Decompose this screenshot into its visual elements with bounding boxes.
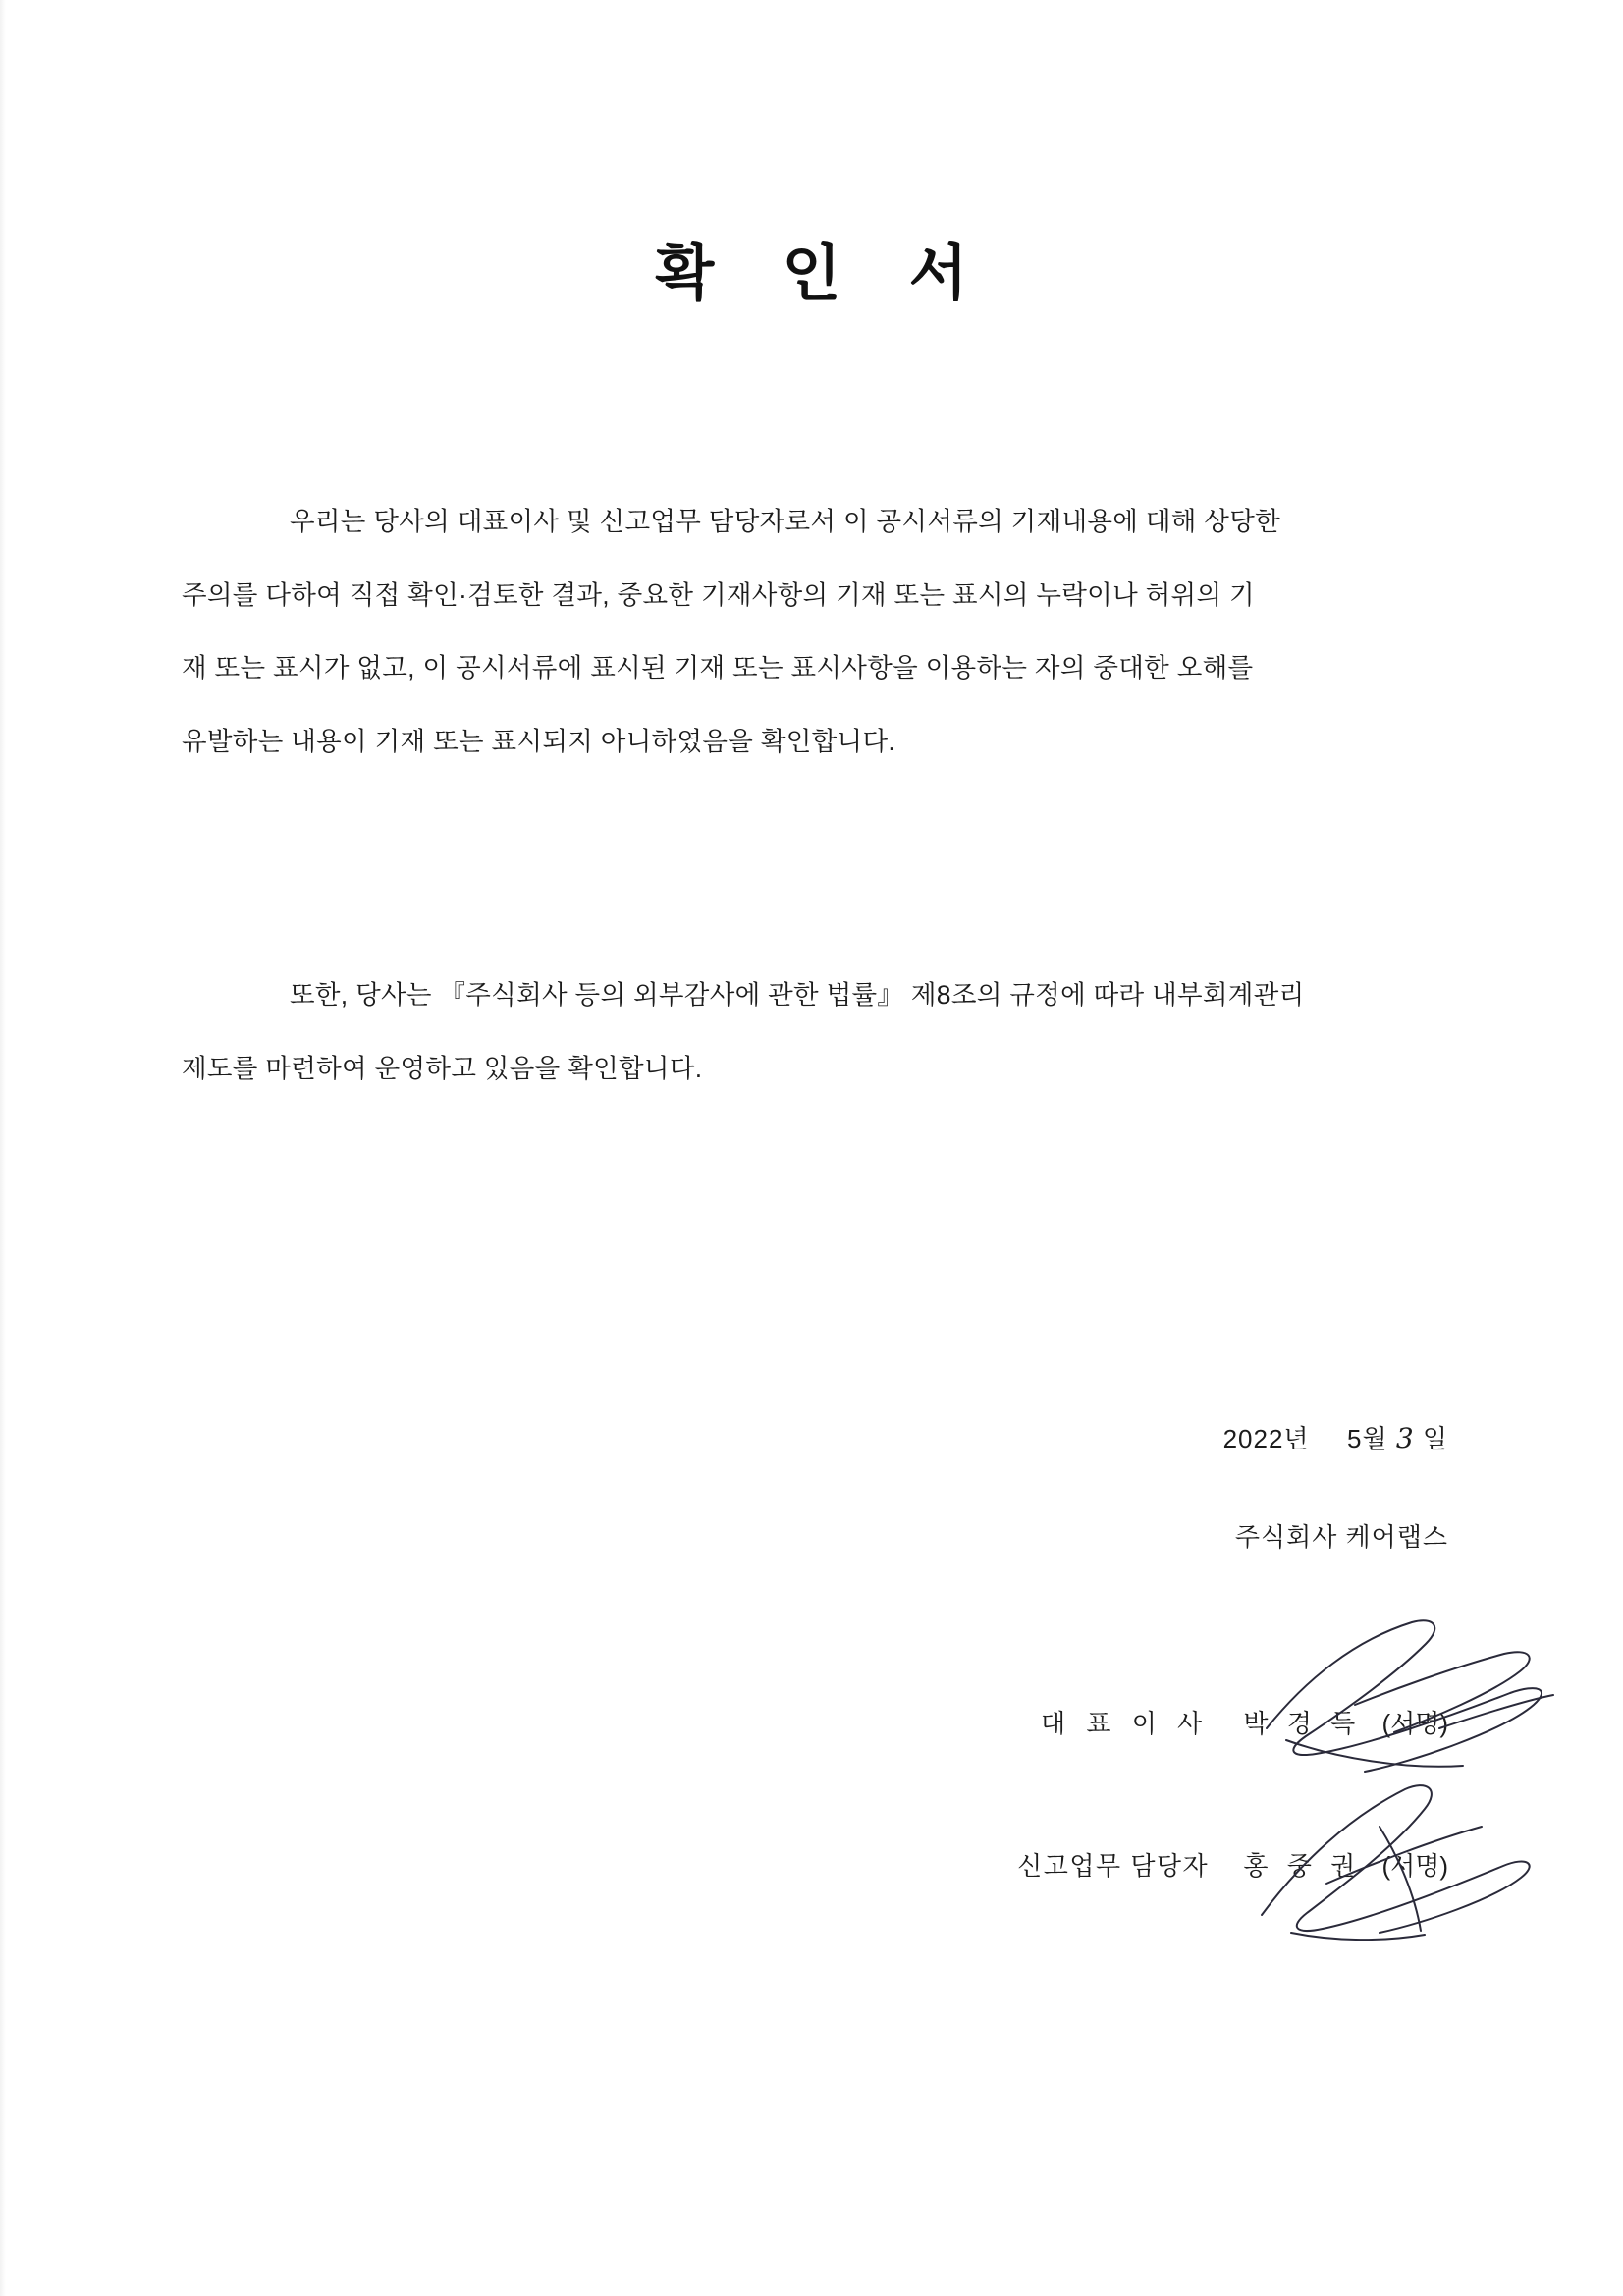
date-month: 5월	[1347, 1424, 1388, 1453]
signatory-filing-officer	[1017, 1846, 1448, 1883]
signature-date	[1223, 1419, 1448, 1455]
signature-seal-label: (서명)	[1381, 1709, 1448, 1738]
company-name: 주식회사 케어랩스	[1234, 1522, 1448, 1552]
paragraph-line: 유발하는 내용이 기재 또는 표시되지 아니하였음을 확인합니다.	[182, 726, 896, 756]
paragraph-confirmation	[182, 509, 1443, 801]
date-year: 2022년	[1222, 1424, 1310, 1453]
paragraph-line: 또한, 당사는 『주식회사 등의 외부감사에 관한 법률』 제8조의 규정에 따라 내부회계관리	[290, 980, 1305, 1010]
paragraph-line: 주의를 다하여 직접 확인·검토한 결과, 중요한 기재사항의 기재 또는 표시의 누락이나 허위의 기	[182, 579, 1255, 610]
paragraph-line: 재 또는 표시가 없고, 이 공시서류에 표시된 기재 또는 표시사항을 이용하는 자의 중대한 오해를	[182, 653, 1254, 683]
signature-seal-label: (서명)	[1381, 1851, 1448, 1881]
paragraph-internal-accounting	[182, 982, 1443, 1128]
signatory-ceo	[1041, 1704, 1448, 1740]
date-day-handwritten: 3	[1395, 1422, 1415, 1454]
signatory-role: 대 표 이 사	[1041, 1709, 1210, 1738]
paragraph-line: 제도를 마련하여 운영하고 있음을 확인합니다.	[182, 1053, 703, 1083]
signatory-role: 신고업무 담당자	[1017, 1851, 1210, 1881]
signatory-name: 박 경 득	[1243, 1709, 1362, 1738]
paragraph-line: 우리는 당사의 대표이사 및 신고업무 담당자로서 이 공시서류의 기재내용에 대해 상당한	[290, 507, 1280, 536]
signatory-name: 홍 중 권	[1243, 1851, 1362, 1881]
page-edge-shading	[0, 0, 6, 2296]
date-day-unit: 일	[1422, 1424, 1448, 1453]
page-title: 확 인 서	[655, 240, 994, 307]
